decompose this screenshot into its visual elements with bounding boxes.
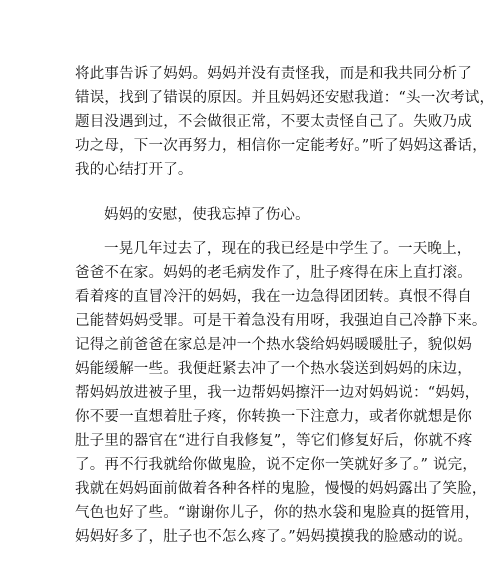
text-line: 你不要一直想着肚子疼，你转换一下注意力，或者你就想是你 (75, 409, 472, 425)
text-line: 妈妈好多了，肚子也不怎么疼了。”妈妈摸摸我的脸感动的说。 (75, 529, 473, 545)
text-line: 己能替妈妈受罪。可是干着急没有用呀，我强迫自己冷静下来。 (75, 313, 487, 329)
text-line: 错误，找到了错误的原因。并且妈妈还安慰我道：“头一次考试， (75, 90, 495, 106)
text-line: 帮妈妈放进被子里，我一边帮妈妈擦汗一边对妈妈说：“妈妈， (75, 385, 480, 401)
text-line: 妈妈的安慰，使我忘掉了伤心。 (104, 207, 310, 223)
text-line: 题目没遇到过，不会做很正常，不要太责怪自己了。失败乃成 (75, 114, 472, 130)
text-line: 将此事告诉了妈妈。妈妈并没有责怪我，而是和我共同分析了 (75, 66, 472, 82)
text-line: 爸爸不在家。妈妈的老毛病发作了，肚子疼得在床上直打滚。 (75, 265, 472, 281)
text-line: 了。再不行我就给你做鬼脸，说不定你一笑就好多了。” 说完， (75, 457, 478, 473)
text-line: 肚子里的器官在“进行自我修复”，等它们修复好后，你就不疼 (75, 433, 473, 449)
text-line: 气色也好了些。“谢谢你儿子，你的热水袋和鬼脸真的挺管用， (75, 505, 480, 521)
text-line: 我就在妈妈面前做着各种各样的鬼脸，慢慢的妈妈露出了笑脸， (75, 481, 487, 497)
text-line: 记得之前爸爸在家总是冲一个热水袋给妈妈暖暖肚子，貌似妈 (75, 337, 472, 353)
paragraph-3 (75, 237, 487, 549)
text-line: 我的心结打开了。 (75, 162, 193, 178)
text-line: 功之母，下一次再努力，相信你一定能考好。”听了妈妈这番话， (75, 138, 487, 154)
text-line: 妈能缓解一些。我便赶紧去冲了一个热水袋送到妈妈的床边， (75, 361, 472, 377)
text-line: 看着疼的直冒冷汗的妈妈，我在一边急得团团转。真恨不得自 (75, 289, 472, 305)
paragraph-2 (75, 203, 435, 227)
text-line: 一晃几年过去了，现在的我已经是中学生了。一天晚上， (104, 241, 472, 257)
paragraph-1 (75, 62, 495, 182)
